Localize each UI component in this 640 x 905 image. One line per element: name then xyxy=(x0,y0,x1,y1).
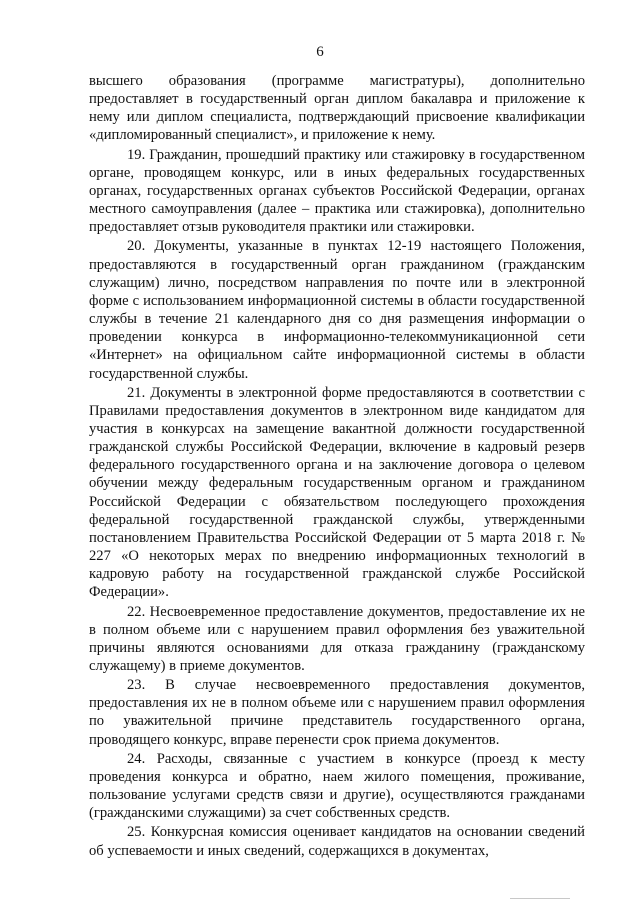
paragraph-25: 25. Конкурсная комиссия оценивает кандидатов на основании сведений об успеваемости и иных сведений, содержащихся в документах, xyxy=(89,824,585,859)
paragraph-23: 23. В случае несвоевременного предоставления документов, предоставления их не в полном объеме или с нарушением правил оформления по уважительной причине представитель государственного органа, проводящего конкурс, вправе перенести срок приема документов. xyxy=(89,677,585,748)
document-body xyxy=(89,72,585,860)
paragraph-21: 21. Документы в электронной форме предоставляются в соответствии с Правилами предоставления документов в электронном виде кандидатом для участия в конкурсах на замещение вакантной должности государственной гражданской службы Российской Федерации, включение в кадровый резерв федерального государственного органа и на заключение договора о целевом обучении между федеральным государственным органом и гражданином Российской Федерации с обязательством последующего прохождения федеральной государственной гражданской службы, утвержденными постановлением Правительства Российской Федерации от 5 марта 2018 г. № 227 «О некоторых мерах по внедрению информационных технологий в кадровую работу на государственной гражданской службе Российской Федерации». xyxy=(89,384,585,601)
scan-artifact-line xyxy=(510,898,570,899)
paragraph-19: 19. Гражданин, прошедший практику или стажировку в государственном органе, проводящем конкурс, или в иных федеральных государственных органах, государственных органах субъектов Российской Федерации, органах местного самоуправления (далее – практика или стажировка), дополнительно предоставляет отзыв руководителя практики или стажировки. xyxy=(89,146,585,236)
paragraph-24: 24. Расходы, связанные с участием в конкурсе (проезд к месту проведения конкурса и обратно, наем жилого помещения, проживание, пользование услугами средств связи и другие), осуществляются гражданами (гражданскими служащими) за счет собственных средств. xyxy=(89,750,585,822)
paragraph-continuation: высшего образования (программе магистратуры), дополнительно предоставляет в государственный орган диплом бакалавра и приложение к нему или диплом специалиста, подтверждающий присвоение квалификации «дипломированный специалист», и приложение к нему. xyxy=(89,73,585,144)
paragraph-20: 20. Документы, указанные в пунктах 12-19 настоящего Положения, предоставляются в государственный орган гражданином (гражданским служащим) лично, посредством направления по почте или в электронной форме с использованием информационной системы в области государственной службы в течение 21 календарного дня со дня размещения информации о проведении конкурса в информационно-телекоммуникационной сети «Интернет» на официальном сайте информационной системы в области государственной службы. xyxy=(89,238,585,382)
paragraph-22: 22. Несвоевременное предоставление документов, предоставление их не в полном объеме или с нарушением правил оформления без уважительной причины являются основаниями для отказа гражданину (гражданскому служащему) в приеме документов. xyxy=(89,603,585,674)
page-number: 6 xyxy=(316,44,324,60)
